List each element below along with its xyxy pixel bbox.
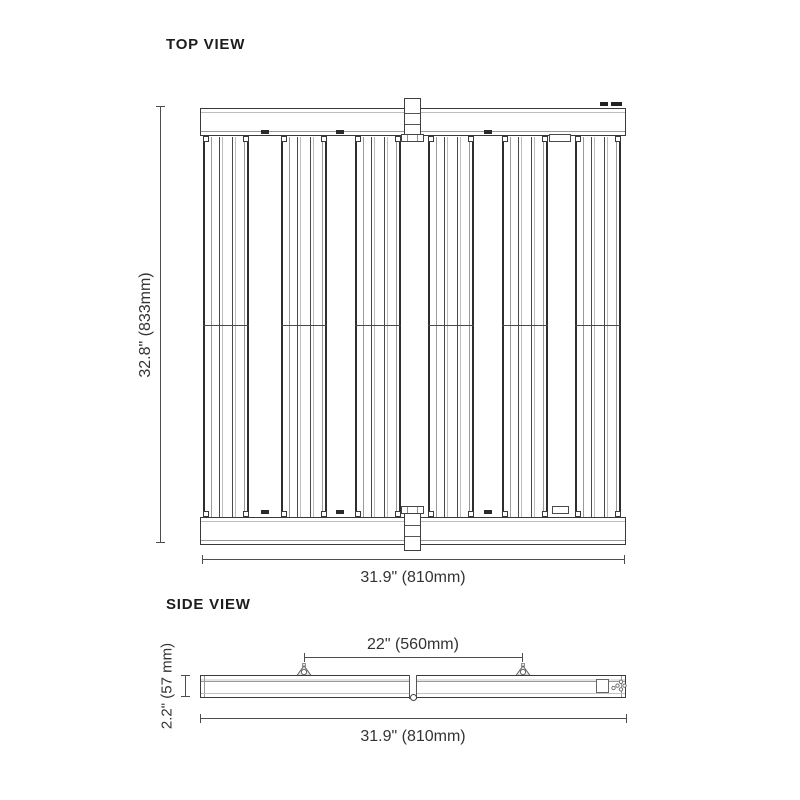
bar-extrusion-line [310, 137, 311, 517]
bar-mount-foot [203, 511, 209, 517]
bar-joint-line [502, 325, 548, 326]
bar-mount-foot [468, 511, 474, 517]
bar-extrusion-line [222, 137, 223, 517]
dimension-tick [304, 653, 305, 662]
dimension-tick [624, 555, 625, 564]
bar-extrusion-line [444, 137, 445, 517]
dimension-tick [156, 542, 165, 543]
rail-marking [600, 102, 608, 106]
bar-mount-foot [321, 511, 327, 517]
bar-extrusion-line [232, 137, 233, 517]
bar-extrusion-line [371, 137, 372, 517]
led-bar [575, 137, 621, 517]
display-window [596, 679, 609, 693]
height-dimension-line [160, 107, 161, 543]
bracket-rung [405, 124, 420, 125]
bracket-rung [405, 525, 420, 526]
bar-extrusion-line [447, 137, 448, 517]
bar-extrusion-line [396, 137, 397, 517]
bar-mount-foot [575, 136, 581, 142]
bar-mount-foot [615, 136, 621, 142]
bar-mount-foot [542, 511, 548, 517]
bar-extrusion-line [297, 137, 298, 517]
bar-extrusion-line [322, 137, 323, 517]
bar-mount-foot [502, 136, 508, 142]
bar-joint-line [355, 325, 401, 326]
bar-extrusion-line [374, 137, 375, 517]
bar-mount-foot [243, 136, 249, 142]
bar-extrusion-line [531, 137, 532, 517]
bar-mount-foot [542, 136, 548, 142]
bar-extrusion-line [469, 137, 470, 517]
bar-mount-foot [615, 511, 621, 517]
bar-mount-foot [281, 511, 287, 517]
bar-extrusion-line [313, 137, 314, 517]
bar-extrusion-line [604, 137, 605, 517]
bar-mount-foot [321, 136, 327, 142]
joint-screw-icon [410, 694, 417, 701]
bar-extrusion-line [384, 137, 385, 517]
led-bar [502, 137, 548, 517]
top-center-bracket-icon [404, 98, 421, 136]
bar-mount-foot [355, 511, 361, 517]
bar-joint-line [575, 325, 621, 326]
side-height-dimension-line [185, 676, 186, 697]
dimension-tick [202, 555, 203, 564]
dimension-tick [626, 714, 627, 723]
top-view-width-label: 31.9" (810mm) [360, 569, 466, 586]
end-cap [204, 676, 205, 697]
bar-extrusion-line [219, 137, 220, 517]
bar-extrusion-line [363, 137, 364, 517]
led-bar [428, 137, 474, 517]
bar-extrusion-line [460, 137, 461, 517]
bar-extrusion-line [534, 137, 535, 517]
top-view-title: TOP VIEW [166, 36, 246, 53]
width-dimension-line [202, 559, 624, 560]
dimension-tick [181, 696, 190, 697]
bar-extrusion-line [457, 137, 458, 517]
bracket-foot [401, 134, 424, 142]
led-bar [203, 137, 249, 517]
bar-mount-foot [502, 511, 508, 517]
bar-mount-foot [355, 136, 361, 142]
side-view-drawing [0, 600, 800, 800]
dimension-tick [181, 675, 190, 676]
gap-clip [261, 510, 269, 514]
bar-mount-foot [428, 136, 434, 142]
dimension-tick [156, 106, 165, 107]
bar-mount-foot [281, 136, 287, 142]
bar-extrusion-line [436, 137, 437, 517]
bar-extrusion-line [235, 137, 236, 517]
side-view-title: SIDE VIEW [166, 596, 251, 613]
side-view-width-label: 31.9" (810mm) [360, 728, 466, 745]
hanger-spacing-dimension-line [304, 657, 523, 658]
bar-extrusion-line [607, 137, 608, 517]
connector-box [549, 134, 571, 142]
bar-extrusion-line [518, 137, 519, 517]
bar-joint-line [428, 325, 474, 326]
bar-extrusion-line [583, 137, 584, 517]
side-view-height-label: 2.2" (57 mm) [158, 642, 176, 730]
bar-mount-foot [468, 136, 474, 142]
bar-extrusion-line [543, 137, 544, 517]
control-buttons-icon [610, 678, 630, 694]
bar-extrusion-line [591, 137, 592, 517]
bar-mount-foot [243, 511, 249, 517]
gap-clip [336, 510, 344, 514]
hanger-spacing-label: 22" (560mm) [367, 636, 459, 653]
gap-clip [336, 130, 344, 134]
connector-box [552, 506, 569, 514]
bar-extrusion-line [211, 137, 212, 517]
gap-clip [484, 510, 492, 514]
dimension-tick [200, 714, 201, 723]
bottom-center-bracket-icon [404, 513, 421, 551]
bracket-rung [405, 113, 420, 114]
bar-joint-line [203, 325, 249, 326]
bar-extrusion-line [521, 137, 522, 517]
side-width-dimension-line [200, 718, 627, 719]
bar-extrusion-line [387, 137, 388, 517]
bar-joint-line [281, 325, 327, 326]
bar-extrusion-line [244, 137, 245, 517]
gap-clip [261, 130, 269, 134]
gap-clip [484, 130, 492, 134]
bar-mount-foot [575, 511, 581, 517]
bar-extrusion-line [594, 137, 595, 517]
bar-mount-foot [428, 511, 434, 517]
bracket-rung [405, 536, 420, 537]
dimension-tick [522, 653, 523, 662]
rail-marking [611, 102, 622, 106]
bar-extrusion-line [616, 137, 617, 517]
led-bar [355, 137, 401, 517]
bar-extrusion-line [510, 137, 511, 517]
bar-mount-foot [203, 136, 209, 142]
bar-extrusion-line [289, 137, 290, 517]
bar-extrusion-line [300, 137, 301, 517]
led-bar [281, 137, 327, 517]
top-view-height-label: 32.8" (833mm) [137, 272, 154, 378]
